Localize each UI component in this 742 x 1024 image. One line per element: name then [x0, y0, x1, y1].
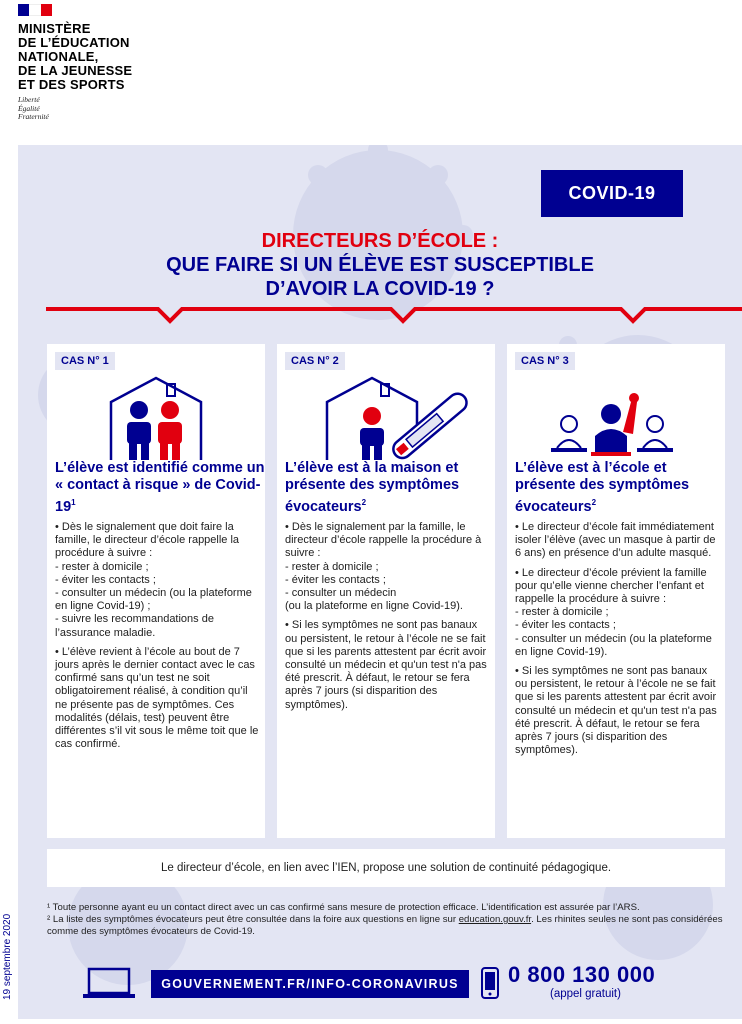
ministry-name: MINISTÈRE DE L’ÉDUCATION NATIONALE, DE LA JEUNESSE ET DES SPORTS [18, 21, 133, 92]
page-title: DIRECTEURS D’ÉCOLE : QUE FAIRE SI UN ÉLÈVE EST SUSCEPTIBLE D’AVOIR LA COVID-19 ? [166, 230, 594, 300]
case-heading: L’élève est à l’école et présente des symptômes évocateurs$^2$ [515, 460, 690, 515]
motto: Liberté Égalité Fraternité [18, 95, 49, 121]
case-label: CAS N° 2 [285, 352, 345, 370]
classroom-students-icon [507, 372, 725, 460]
laptop-icon [81, 967, 137, 999]
ministry-logo [18, 4, 178, 122]
education-link[interactable]: education.gouv.fr [458, 914, 532, 925]
footnotes: ¹ Toute personne ayant eu un contact direct avec un cas confirmé sans mesure de protection efficace. L’identification est assurée par l’ARS. ² La liste des symptômes évocateurs peut être consultée dans la foire aux questions en ligne sur education.gouv.fr. Les rhinites seules ne sont pas considérées comme des symptômes évocateurs de Covid-19. [47, 902, 723, 937]
case-body: • Le directeur d’école fait immédiatement isoler l’élève (avec un masque à partir de 6 ans) en présence d’un adulte masqué. • Le directeur d’école prévient la famille pour qu’elle vienne chercher l’enfant et rappelle la procédure à suivre : - rester à domicile ; - éviter les contacts ; - consulter un médecin (ou la plateforme en ligne Covid-19). • Si les symptômes ne sont pas banaux ou persistent, le retour à l’école ne se fait que si les parents attestent par écrit avoir consulté un médecin et qu'un test n'a pas été prescrit. À défaut, le retour se fera après 7 jours (si disparition des symptômes). [515, 521, 717, 757]
case-heading: L’élève est à la maison et présente des symptômes évocateurs$^2$ [285, 460, 460, 515]
case-body: • Dès le signalement par la famille, le directeur d’école rappelle la procédure à suivre : - rester à domicile ; - éviter les contacts ; - consulter un médecin (ou la plateforme en ligne Covid-19). • Si les symptômes ne sont pas banaux ou persistent, le retour à l’école ne se fait que si les parents attestent par écrit avoir consulté un médecin et qu'un test n'a pas été prescrit. À défaut, le retour se fera après 7 jours (si disparition des symptômes). [285, 521, 487, 711]
phone-note: (appel gratuit) [550, 988, 621, 1000]
phone-number[interactable]: 0 800 130 000 [508, 962, 656, 987]
marianne-flag-icon [18, 4, 52, 16]
case-heading: L’élève est identifié comme un « contact à risque » de Covid-$19^1$ [55, 460, 265, 515]
family-house-icon [47, 372, 265, 460]
case-body: • Dès le signalement que doit faire la famille, le directeur d’école rappelle la procédure à suivre : - rester à domicile ; - éviter les contacts ; - consulter un médecin (ou la plateforme en ligne Covid-19) ; - suivre les recommandations de l’assurance maladie. • L’élève revient à l’école au bout de 7 jours après le dernier contact avec le cas confirmé sans qu’un test ne soit obligatoirement réalisé, à condition qu’il ne présente pas de symptômes. Ces modalités (délais, test) peuvent être différentes s’il vit sous le même toit que le cas confirmé. [55, 521, 259, 751]
thermometer-house-icon [277, 372, 495, 460]
main-panel [18, 145, 742, 1019]
publication-date: 19 septembre 2020 [2, 913, 13, 1000]
phone-icon [481, 967, 499, 999]
case-label: CAS N° 3 [515, 352, 575, 370]
case-card-3 [507, 344, 725, 838]
case-label: CAS N° 1 [55, 352, 115, 370]
info-coronavirus-link[interactable]: GOUVERNEMENT.FR/INFO-CORONAVIRUS [151, 970, 469, 998]
red-divider-line [46, 305, 742, 335]
case-card-1 [47, 344, 265, 838]
continuity-note: Le directeur d’école, en lien avec l’IEN, propose une solution de continuité pédagogique. [47, 849, 725, 887]
covid-badge: COVID-19 [541, 170, 683, 217]
case-card-2 [277, 344, 495, 838]
